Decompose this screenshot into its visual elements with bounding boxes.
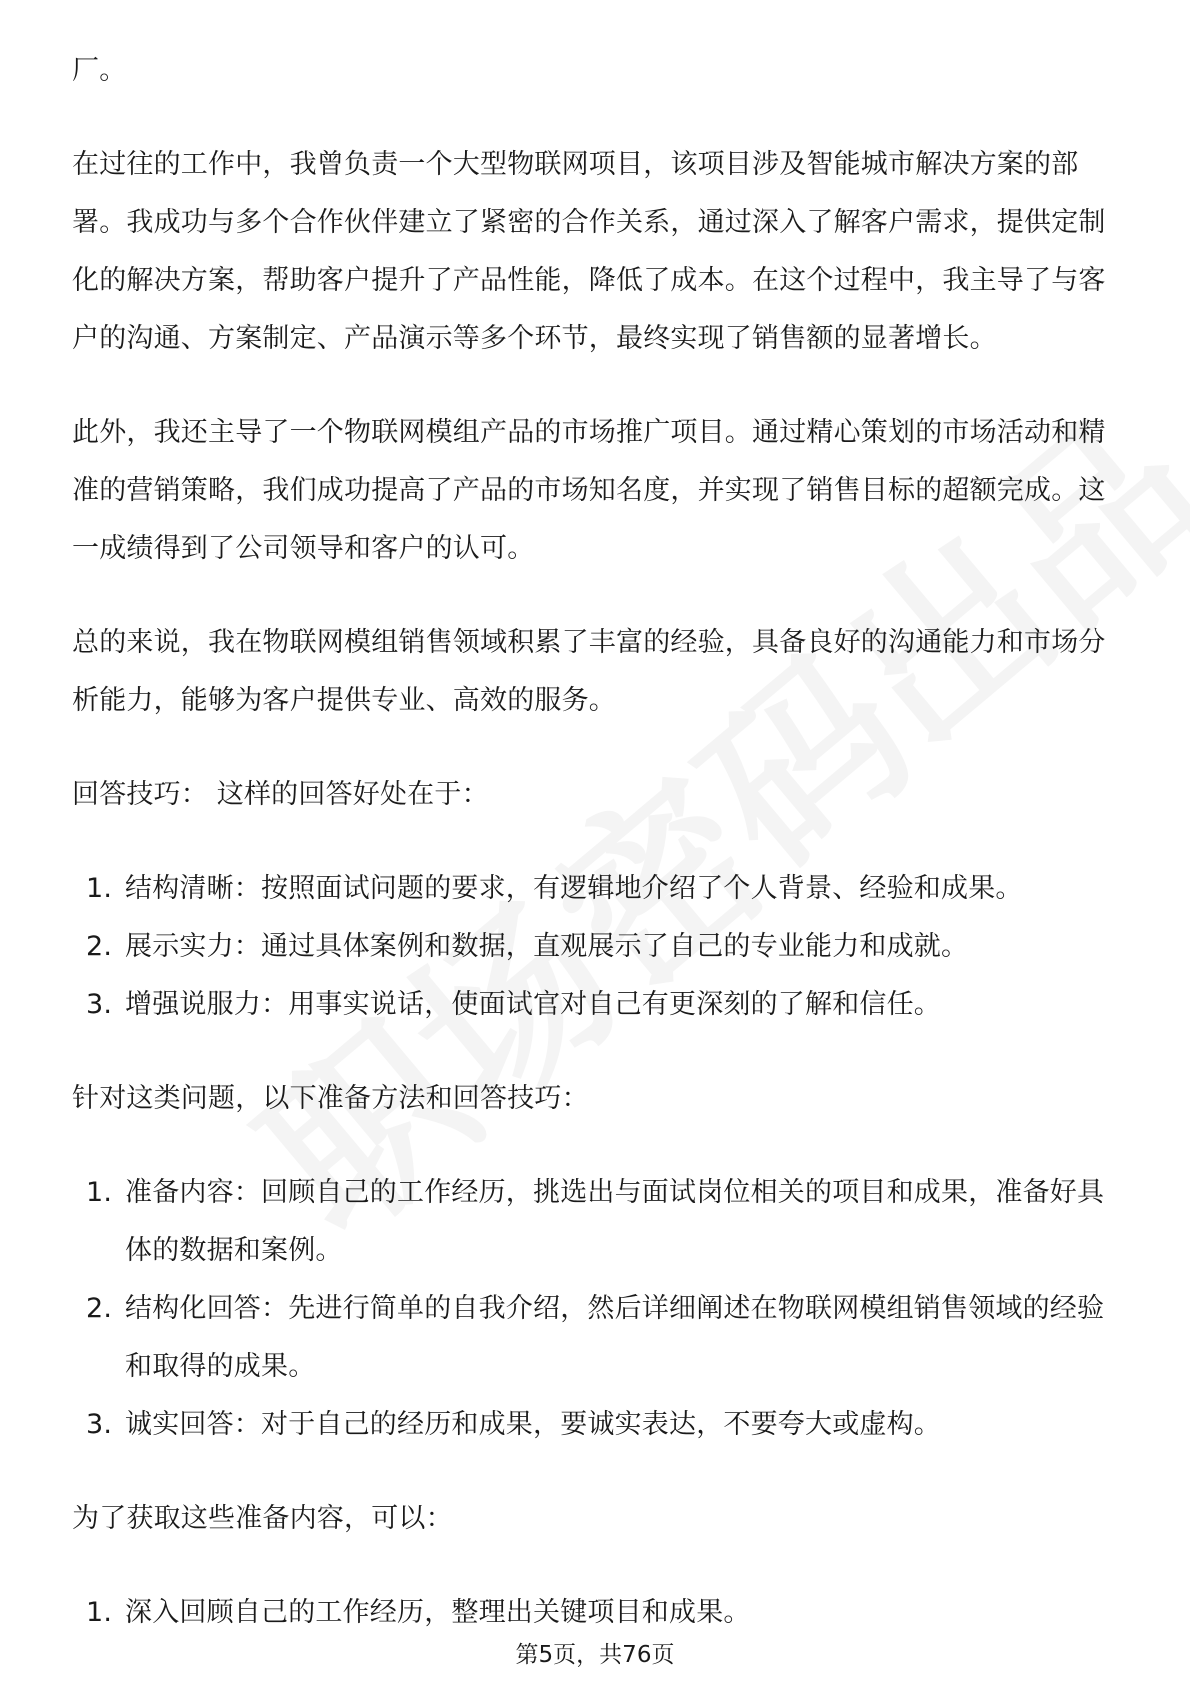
list-number: 1. — [86, 1597, 113, 1628]
section-heading: 针对这类问题，以下准备方法和回答技巧： — [72, 1083, 589, 1114]
list-text: 增强说服力：用事实说话，使面试官对自己有更深刻的了解和信任。 — [125, 989, 941, 1020]
list-text: 准备内容：回顾自己的工作经历，挑选出与面试岗位相关的项目和成果，准备好具体的数据和案例。 — [125, 1177, 1105, 1266]
preparation-list — [72, 1164, 1122, 1454]
answer-tips-list — [72, 860, 1122, 1034]
section-heading: 回答技巧： 这样的回答好处在于： — [72, 779, 489, 810]
list-text: 深入回顾自己的工作经历，整理出关键项目和成果。 — [125, 1597, 751, 1628]
paragraph: 总的来说，我在物联网模组销售领域积累了丰富的经验，具备良好的沟通能力和市场分析能力，能够为客户提供专业、高效的服务。 — [72, 627, 1106, 716]
list-text: 展示实力：通过具体案例和数据，直观展示了自己的专业能力和成就。 — [125, 931, 969, 962]
list-number: 1. — [86, 873, 113, 904]
list-item — [72, 1396, 1122, 1454]
list-item — [72, 976, 1122, 1034]
list-item — [72, 1280, 1122, 1396]
list-number: 3. — [86, 989, 113, 1020]
list-text: 结构清晰：按照面试问题的要求，有逻辑地介绍了个人背景、经验和成果。 — [125, 873, 1023, 904]
list-number: 2. — [86, 931, 113, 962]
paragraph: 厂。 — [72, 55, 127, 86]
method-list — [72, 1584, 1122, 1642]
document-body — [72, 42, 1122, 1678]
list-item — [72, 860, 1122, 918]
page-number: 第5页，共76页 — [515, 1642, 675, 1668]
page-footer — [0, 1640, 1190, 1670]
list-number: 3. — [86, 1409, 113, 1440]
list-item — [72, 1584, 1122, 1642]
paragraph: 此外，我还主导了一个物联网模组产品的市场推广项目。通过精心策划的市场活动和精准的营销策略，我们成功提高了产品的市场知名度，并实现了销售目标的超额完成。这一成绩得到了公司领导和客户的认可。 — [72, 417, 1106, 564]
list-number: 2. — [86, 1293, 113, 1324]
list-text: 结构化回答：先进行简单的自我介绍，然后详细阐述在物联网模组销售领域的经验和取得的成果。 — [125, 1293, 1105, 1382]
list-number: 1. — [86, 1177, 113, 1208]
list-text: 诚实回答：对于自己的经历和成果，要诚实表达，不要夸大或虚构。 — [125, 1409, 941, 1440]
paragraph: 在过往的工作中，我曾负责一个大型物联网项目，该项目涉及智能城市解决方案的部署。我成功与多个合作伙伴建立了紧密的合作关系，通过深入了解客户需求，提供定制化的解决方案，帮助客户提升了产品性能，降低了成本。在这个过程中，我主导了与客户的沟通、方案制定、产品演示等多个环节，最终实现了销售额的显著增长。 — [72, 149, 1106, 354]
list-item — [72, 1164, 1122, 1280]
section-heading: 为了获取这些准备内容，可以： — [72, 1503, 453, 1534]
list-item — [72, 918, 1122, 976]
